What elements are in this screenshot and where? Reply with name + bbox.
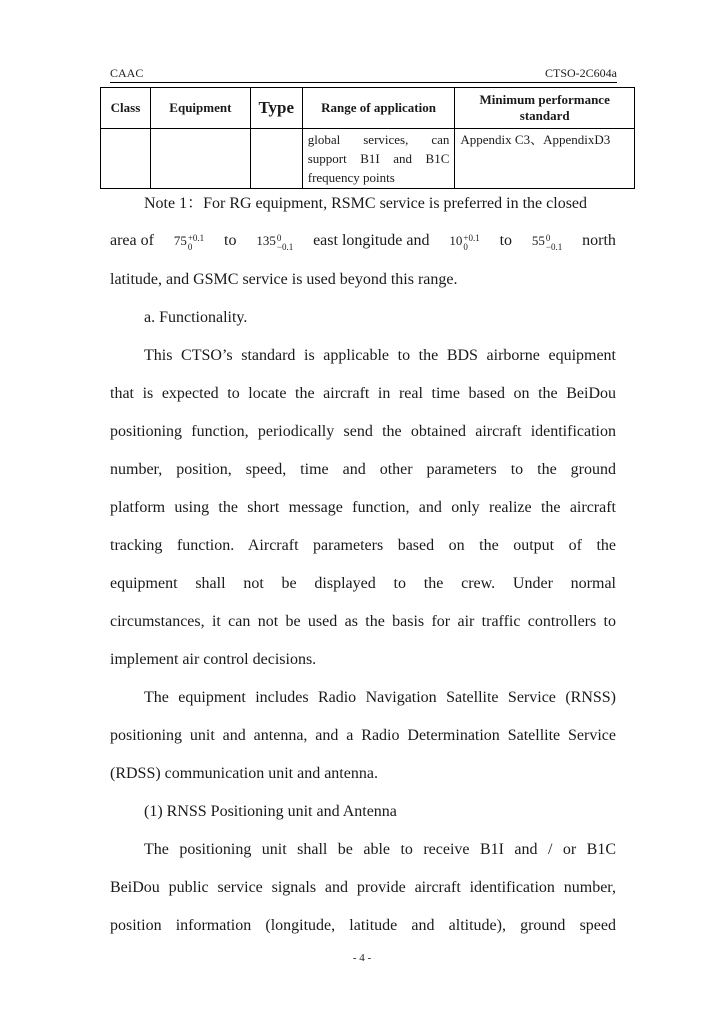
cell-class xyxy=(101,129,151,189)
cell-standard: Appendix C3、AppendixD3 xyxy=(455,129,635,189)
cell-equipment xyxy=(150,129,250,189)
cell-range: global services, can support B1I and B1C frequency points xyxy=(302,129,455,189)
col-header-range: Range of application xyxy=(302,88,455,129)
note-area-of: area of xyxy=(110,232,154,249)
para2-line: (RDSS) communication unit and antenna. xyxy=(110,765,378,782)
section-1-heading: (1) RNSS Positioning unit and Antenna xyxy=(144,803,397,820)
para3-line: The positioning unit shall be able to receive B1I and / or B1C xyxy=(144,841,616,858)
para1-line: equipment shall not be displayed to the crew. Under normal xyxy=(110,575,616,592)
note-north: north xyxy=(582,232,616,249)
note-line-1: Note 1：For RG equipment, RSMC service is preferred in the closed xyxy=(144,195,588,212)
col-header-equipment: Equipment xyxy=(150,88,250,129)
note-line-2 xyxy=(110,231,616,252)
section-a-heading: a. Functionality. xyxy=(144,309,248,326)
para1-line: number, position, speed, time and other parameters to the ground xyxy=(110,461,616,478)
longitude-max: 135 0 −0.1 xyxy=(256,233,294,252)
table-header-row xyxy=(101,88,635,129)
note-east-longitude: east longitude and xyxy=(313,232,430,249)
para3-line: position information (longitude, latitude and altitude), ground speed xyxy=(110,917,616,934)
application-table xyxy=(100,87,635,189)
para2-line: positioning unit and antenna, and a Radio Determination Satellite Service xyxy=(110,727,616,744)
para1-line: circumstances, it can not be used as the basis for air traffic controllers to xyxy=(110,613,616,630)
running-header xyxy=(110,66,617,83)
para1-line: tracking function. Aircraft parameters based on the output of the xyxy=(110,537,616,554)
latitude-max: 55 0 −0.1 xyxy=(531,233,563,252)
para1-line: positioning function, periodically send the obtained aircraft identification xyxy=(110,423,616,440)
para1-line: This CTSO’s standard is applicable to the BDS airborne equipment xyxy=(144,347,616,364)
header-left: CAAC xyxy=(110,66,144,80)
note-to-2: to xyxy=(499,232,513,249)
header-right: CTSO-2C604a xyxy=(545,66,617,80)
note-line-3: latitude, and GSMC service is used beyond this range. xyxy=(110,271,458,288)
para1-line: implement air control decisions. xyxy=(110,651,317,668)
cell-type xyxy=(250,129,302,189)
latitude-min: 10 +0.1 0 xyxy=(449,233,480,252)
para2-line: The equipment includes Radio Navigation Satellite Service (RNSS) xyxy=(144,689,616,706)
longitude-min: 75 +0.1 0 xyxy=(173,233,205,252)
para3-line: BeiDou public service signals and provide aircraft identification number, xyxy=(110,879,616,896)
para1-line: platform using the short message function, and only realize the aircraft xyxy=(110,499,616,516)
para1-line: that is expected to locate the aircraft in real time based on the BeiDou xyxy=(110,385,616,402)
table-row xyxy=(101,129,635,189)
col-header-type: Type xyxy=(250,88,302,129)
col-header-standard: Minimum performance standard xyxy=(455,88,635,129)
col-header-class: Class xyxy=(101,88,151,129)
page-number: - 4 - xyxy=(352,952,372,964)
note-to-1: to xyxy=(224,232,237,249)
